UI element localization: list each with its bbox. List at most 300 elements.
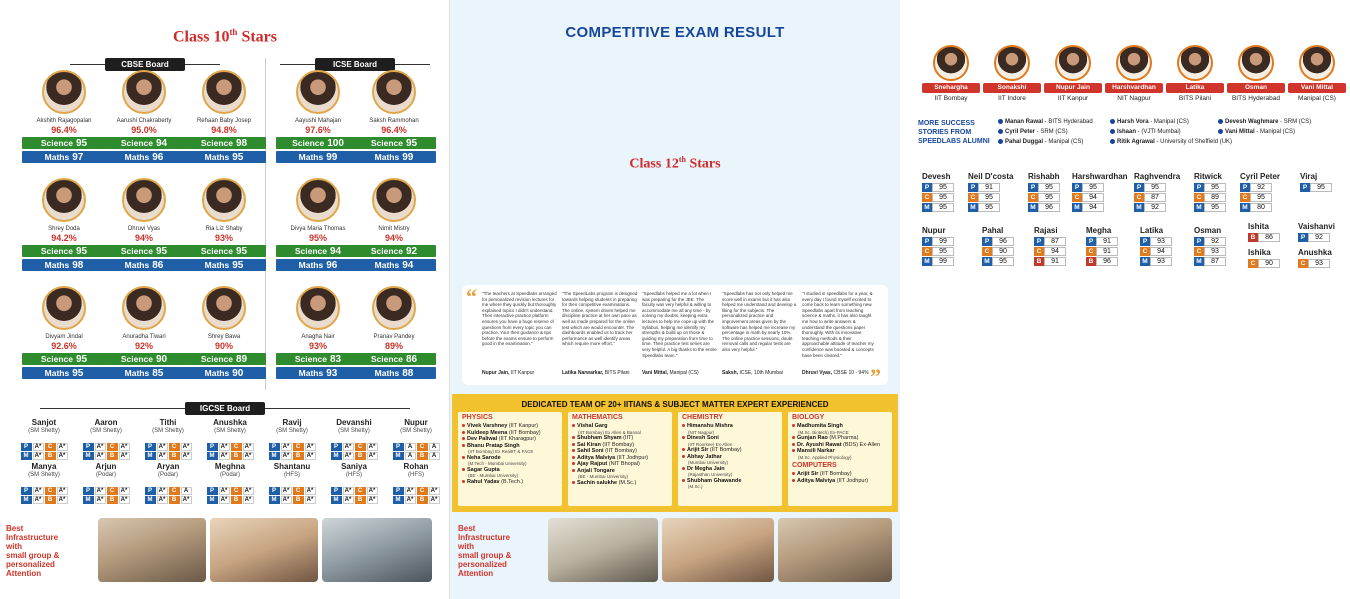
class12-name: Rishabh bbox=[1028, 172, 1060, 181]
open-quote-icon: “ bbox=[466, 284, 477, 309]
subject-score: 87 bbox=[1044, 237, 1066, 246]
class12-name: Rajasi bbox=[1034, 226, 1058, 235]
class12-name: Vaishanvi bbox=[1298, 222, 1335, 231]
alumni-institute: - (VJTI Mumbai) bbox=[1136, 129, 1181, 135]
alumni-item bbox=[998, 138, 1083, 146]
student-percentage: 93% bbox=[214, 233, 233, 243]
grade-cell: A* bbox=[181, 496, 192, 504]
student-photo bbox=[202, 286, 246, 330]
member-credential: (IIT Bombay) bbox=[600, 441, 635, 448]
member-name: Rahul Yadav bbox=[467, 478, 500, 485]
subject-score-row bbox=[1300, 183, 1348, 192]
competitive-topper bbox=[1101, 45, 1167, 103]
class12-student bbox=[1298, 248, 1346, 268]
bullet-icon bbox=[998, 129, 1003, 134]
member-detail: (BE - Mumbai University) bbox=[468, 473, 519, 478]
igcse-name: Saniya bbox=[341, 462, 367, 471]
bullet-icon bbox=[572, 443, 575, 446]
subject-key: P bbox=[1140, 237, 1150, 246]
grade-cell: A* bbox=[157, 443, 168, 451]
subject-score-row bbox=[968, 203, 1016, 212]
grade-cell: A bbox=[429, 443, 440, 451]
science-label: Science bbox=[370, 138, 403, 148]
subject-score: 90 bbox=[992, 247, 1014, 256]
science-score: 95 bbox=[76, 138, 88, 149]
grade-cell: A* bbox=[95, 496, 106, 504]
subject-score-row bbox=[1298, 259, 1346, 268]
subject-key: C bbox=[1194, 247, 1204, 256]
maths-score-bar bbox=[22, 367, 106, 379]
subject-score-row bbox=[1028, 183, 1076, 192]
member-name: Mansili Narkar bbox=[797, 448, 835, 454]
science-label: Science bbox=[294, 354, 327, 364]
igcse-name: Arjun bbox=[95, 462, 117, 471]
subject-score: 95 bbox=[932, 203, 954, 212]
igcse-name: Ravij bbox=[282, 418, 302, 427]
grade-cell: A bbox=[181, 487, 192, 495]
member-detail: (IIT Roorkee) Ex-Allen bbox=[688, 441, 733, 447]
grade-cell: M bbox=[331, 496, 342, 504]
student-card bbox=[20, 286, 108, 379]
topper-photo bbox=[1299, 45, 1335, 81]
bullet-icon bbox=[792, 443, 795, 446]
grade-cell: A* bbox=[219, 487, 230, 495]
grade-cell: A* bbox=[57, 452, 68, 460]
grade-cell: A* bbox=[405, 496, 416, 504]
infra-caption-left: Best Infrastructure with small group & personalized Attention bbox=[6, 524, 60, 578]
alumni-item bbox=[1218, 118, 1311, 126]
subject-score: 92 bbox=[1204, 237, 1226, 246]
close-quote-icon: ” bbox=[870, 364, 881, 389]
student-name: Shrey Doda bbox=[48, 226, 80, 232]
team-member bbox=[678, 423, 782, 435]
student-card bbox=[180, 178, 268, 271]
subject-key: P bbox=[1034, 237, 1044, 246]
igcse-school: (SM Shetty) bbox=[276, 428, 308, 434]
student-photo bbox=[296, 178, 340, 222]
science-score: 83 bbox=[330, 354, 342, 365]
science-score-bar bbox=[352, 353, 436, 365]
bullet-icon bbox=[462, 424, 465, 427]
member-credential: (IIT Kharagpur) bbox=[497, 436, 537, 442]
bullet-icon bbox=[682, 467, 685, 470]
bullet-icon bbox=[572, 462, 575, 465]
student-photo bbox=[372, 70, 416, 114]
alumni-name: Harsh Vora bbox=[1117, 119, 1149, 125]
alumni-institute: - Manipal (CS) bbox=[1148, 119, 1189, 125]
maths-score-bar bbox=[276, 367, 360, 379]
member-detail: (NIT Nagpur) bbox=[688, 429, 715, 435]
science-label: Science bbox=[200, 138, 233, 148]
igcse-student bbox=[200, 418, 260, 460]
maths-score-bar bbox=[352, 259, 436, 271]
grade-cell: A* bbox=[429, 487, 440, 495]
grade-cell: B bbox=[107, 452, 118, 460]
subject-key: M bbox=[982, 257, 992, 266]
subject-key: P bbox=[968, 183, 978, 192]
grade-cell: A* bbox=[157, 487, 168, 495]
igcse-school: (Podar) bbox=[95, 472, 116, 478]
team-member bbox=[458, 443, 562, 455]
subject-score: 89 bbox=[1204, 193, 1226, 202]
grade-cell: C bbox=[417, 487, 428, 495]
class12-student bbox=[1300, 172, 1348, 192]
class12-name: Nupur bbox=[922, 226, 946, 235]
subject-score-row bbox=[1194, 193, 1242, 202]
subject-score-row bbox=[922, 193, 970, 202]
bullet-icon bbox=[792, 449, 795, 452]
student-name: Dhruvi Vyas bbox=[127, 226, 161, 232]
science-score-bar bbox=[22, 353, 106, 365]
subject-score-row bbox=[1034, 237, 1082, 246]
testimonial-author bbox=[562, 370, 638, 376]
subject-score-row bbox=[1072, 183, 1120, 192]
alumni-name: Manan Rawal bbox=[1005, 119, 1044, 125]
subject-key: M bbox=[1134, 203, 1144, 212]
topper-photo bbox=[1177, 45, 1213, 81]
grade-cell: A* bbox=[343, 452, 354, 460]
subject-score: 95 bbox=[1204, 203, 1226, 212]
igcse-student bbox=[262, 418, 322, 460]
class12-student bbox=[968, 172, 1016, 212]
subject-score: 96 bbox=[992, 237, 1014, 246]
grade-cell: A* bbox=[367, 452, 378, 460]
student-card bbox=[274, 70, 362, 163]
grade-cell: M bbox=[269, 452, 280, 460]
igcse-name: Shantanu bbox=[273, 462, 311, 471]
subject-score: 91 bbox=[978, 183, 1000, 192]
grade-cell: A* bbox=[243, 452, 254, 460]
igcse-grades bbox=[207, 443, 254, 460]
bullet-icon bbox=[1218, 119, 1223, 124]
subject-key: C bbox=[1194, 193, 1204, 202]
class12-name: Viraj bbox=[1300, 172, 1318, 181]
topper-college: Manipal (CS) bbox=[1298, 95, 1336, 102]
student-percentage: 93% bbox=[308, 341, 327, 351]
bullet-icon bbox=[462, 437, 465, 440]
class12-student bbox=[922, 226, 970, 266]
testimonial-text: "Speedlabs has not only helped me score well in exams but it has also helped me understand and develop a liking for the subjects. The personalized practice and improvement areas given by the software has helped me increase my percentage in math by nearly 10%. The online practice sessions, doubt removal calls and regular tests are also very helpful." bbox=[722, 291, 797, 352]
grade-cell: A* bbox=[157, 452, 168, 460]
member-name: Vishal Garg bbox=[577, 423, 608, 429]
student-percentage: 89% bbox=[384, 341, 403, 351]
science-label: Science bbox=[294, 246, 327, 256]
science-label: Science bbox=[120, 246, 153, 256]
member-credential: (M.Pharma) bbox=[827, 435, 859, 441]
science-score-bar bbox=[102, 245, 186, 257]
grade-cell: A* bbox=[181, 443, 192, 451]
subject-score-row bbox=[1194, 237, 1242, 246]
maths-score: 96 bbox=[326, 260, 338, 271]
class12-name: Anushka bbox=[1298, 248, 1332, 257]
igcse-student bbox=[262, 462, 322, 504]
science-label: Science bbox=[200, 246, 233, 256]
grade-cell: A* bbox=[219, 452, 230, 460]
member-credential: (IIT Jodhpur) bbox=[835, 477, 869, 484]
class12-name: Ishika bbox=[1248, 248, 1271, 257]
topper-college: BITS Hyderabad bbox=[1231, 95, 1281, 102]
alumni-institute: - Manipal (CS) bbox=[1043, 139, 1084, 145]
subject-score-row bbox=[1072, 203, 1120, 212]
subject-score-row bbox=[922, 247, 970, 256]
maths-score: 86 bbox=[152, 260, 164, 271]
maths-score-bar bbox=[182, 151, 266, 163]
igcse-student bbox=[386, 418, 446, 460]
alumni-institute: - SRM (CS) bbox=[1278, 119, 1312, 125]
maths-score-bar bbox=[102, 151, 186, 163]
class12-student bbox=[1072, 172, 1128, 212]
student-percentage: 94.2% bbox=[51, 233, 77, 243]
grade-cell: A* bbox=[33, 443, 44, 451]
student-card bbox=[20, 178, 108, 271]
member-credential: (IIT Bombay) bbox=[603, 448, 637, 454]
igcse-school: (SM Shetty) bbox=[400, 428, 432, 434]
maths-score-bar bbox=[352, 367, 436, 379]
student-name: Anagha Nair bbox=[301, 334, 335, 340]
subject-score: 90 bbox=[1258, 259, 1280, 268]
subject-key: P bbox=[1300, 183, 1310, 192]
class12-student bbox=[1086, 226, 1134, 266]
grade-cell: B bbox=[355, 496, 366, 504]
alumni-name: Cyril Peter bbox=[1005, 129, 1036, 135]
subject-score: 91 bbox=[1096, 237, 1118, 246]
student-percentage: 94% bbox=[384, 233, 403, 243]
team-member bbox=[458, 455, 562, 467]
team-column bbox=[788, 412, 892, 506]
author-meta: IIT Kanpur bbox=[509, 370, 535, 376]
member-credential: (B.Tech.) bbox=[499, 478, 524, 485]
maths-label: Maths bbox=[298, 368, 324, 378]
igcse-school: (SM Shetty) bbox=[152, 428, 184, 434]
class12-name: Harshwardhan bbox=[1072, 172, 1128, 181]
maths-score: 85 bbox=[152, 368, 164, 379]
member-name: Sai Kiran bbox=[577, 441, 601, 448]
grade-cell: A* bbox=[119, 443, 130, 451]
subject-score: 86 bbox=[1258, 233, 1280, 242]
member-credential: (IIT Bombay) bbox=[818, 471, 852, 477]
grade-cell: A* bbox=[429, 496, 440, 504]
classroom-photo-1 bbox=[98, 518, 206, 582]
class12-student bbox=[1194, 172, 1242, 212]
student-name: Saksh Rammohan bbox=[369, 118, 419, 124]
subject-score-row bbox=[922, 183, 970, 192]
science-score-bar bbox=[22, 245, 106, 257]
team-member bbox=[678, 435, 782, 447]
grade-cell: C bbox=[293, 487, 304, 495]
subject-score: 95 bbox=[1038, 183, 1060, 192]
student-percentage: 90% bbox=[214, 341, 233, 351]
member-name: Dr Megha Jain bbox=[687, 465, 725, 472]
grade-cell: A* bbox=[243, 443, 254, 451]
subject-key: M bbox=[922, 203, 932, 212]
student-name: Aarushi Chakraberty bbox=[116, 118, 172, 124]
igcse-grades bbox=[83, 443, 130, 460]
alumni-name: Ritik Agrawal bbox=[1117, 139, 1155, 145]
grade-cell: M bbox=[207, 496, 218, 504]
student-photo bbox=[42, 178, 86, 222]
author-name: Latika Narwarkar, bbox=[562, 370, 604, 376]
grade-cell: A* bbox=[57, 496, 68, 504]
testimonial-text: "The teachers at Speedlabs arranged for personalized revision lectures for me where they quickly but thoroughly explained topics I didn't understand. Their interactive practice platform ensures you have a huge reserve of questions from every topic you can practice. Your their guidance & tips before the exams ensure to perform good in the examination." bbox=[482, 291, 557, 347]
student-name: Divya Maria Thomas bbox=[290, 226, 346, 232]
topper-photo bbox=[994, 45, 1030, 81]
student-photo bbox=[42, 70, 86, 114]
grade-cell: M bbox=[269, 496, 280, 504]
topper-college: BITS Pilani bbox=[1178, 95, 1212, 102]
member-name: Arijit Sir bbox=[797, 471, 819, 477]
subject-score: 92 bbox=[1250, 183, 1272, 192]
topper-photo bbox=[933, 45, 969, 81]
student-photo bbox=[122, 286, 166, 330]
team-member bbox=[458, 479, 562, 486]
subject-key: M bbox=[1140, 257, 1150, 266]
member-name: Sagar Gupta bbox=[467, 466, 500, 473]
team-member bbox=[788, 423, 892, 435]
science-label: Science bbox=[370, 354, 403, 364]
student-card bbox=[100, 286, 188, 379]
student-name: Anuradha Tiwari bbox=[122, 334, 166, 340]
science-score-bar bbox=[276, 353, 360, 365]
member-credential: (IIT) bbox=[621, 435, 634, 441]
maths-label: Maths bbox=[124, 368, 150, 378]
maths-score: 95 bbox=[232, 260, 244, 271]
grade-cell: A* bbox=[119, 496, 130, 504]
science-label: Science bbox=[292, 138, 325, 148]
science-score: 95 bbox=[406, 138, 418, 149]
science-score-bar bbox=[352, 245, 436, 257]
alumni-item bbox=[1110, 118, 1189, 126]
igcse-school: (HFS) bbox=[284, 472, 300, 478]
grade-cell: B bbox=[45, 496, 56, 504]
testimonial-author bbox=[642, 370, 718, 376]
team-subject-heading: MATHEMATICS bbox=[572, 414, 623, 421]
team-column bbox=[678, 412, 782, 506]
igcse-student bbox=[76, 418, 136, 460]
maths-score: 93 bbox=[326, 368, 338, 379]
bullet-icon bbox=[572, 469, 575, 472]
bullet-icon bbox=[682, 455, 685, 458]
subject-score-row bbox=[1298, 233, 1346, 242]
science-score: 100 bbox=[327, 138, 344, 149]
grade-cell: A* bbox=[405, 487, 416, 495]
subject-key: M bbox=[1194, 203, 1204, 212]
science-label: Science bbox=[370, 246, 403, 256]
subject-score-row bbox=[1028, 203, 1076, 212]
maths-label: Maths bbox=[374, 368, 400, 378]
maths-label: Maths bbox=[204, 368, 230, 378]
subject-score-row bbox=[1134, 203, 1182, 212]
grade-cell: A* bbox=[95, 452, 106, 460]
subject-key: P bbox=[1298, 233, 1308, 242]
grade-cell: P bbox=[21, 443, 32, 451]
student-percentage: 95.0% bbox=[131, 125, 157, 135]
class12-student bbox=[1140, 226, 1188, 266]
competitive-topper bbox=[1162, 45, 1228, 103]
testimonial-author bbox=[482, 370, 558, 376]
subject-score-row bbox=[982, 247, 1030, 256]
grade-cell: P bbox=[331, 487, 342, 495]
class12-student bbox=[1240, 172, 1288, 212]
maths-score: 99 bbox=[326, 152, 338, 163]
grade-cell: A* bbox=[57, 487, 68, 495]
student-percentage: 92.6% bbox=[51, 341, 77, 351]
topper-photo bbox=[1055, 45, 1091, 81]
science-score-bar bbox=[182, 353, 266, 365]
grade-cell: A* bbox=[33, 487, 44, 495]
class12-name: Raghvendra bbox=[1134, 172, 1181, 181]
maths-score-bar bbox=[276, 259, 360, 271]
team-subject-heading: BIOLOGY bbox=[792, 414, 825, 421]
icse-board-label: ICSE Board bbox=[315, 58, 395, 71]
bullet-icon bbox=[572, 481, 575, 484]
topper-college: IIT Kanpur bbox=[1057, 95, 1089, 102]
igcse-school: (HFS) bbox=[346, 472, 362, 478]
science-score: 90 bbox=[156, 354, 168, 365]
grade-cell: A* bbox=[367, 443, 378, 451]
science-score-bar bbox=[352, 137, 436, 149]
subject-score-row bbox=[922, 203, 970, 212]
igcse-grades bbox=[269, 487, 316, 504]
igcse-name: Tithi bbox=[159, 418, 177, 427]
maths-score: 88 bbox=[402, 368, 414, 379]
subject-key: P bbox=[1028, 183, 1038, 192]
maths-score: 99 bbox=[402, 152, 414, 163]
alumni-institute: - University of Sheffield (UK) bbox=[1154, 139, 1233, 145]
bullet-icon bbox=[998, 119, 1003, 124]
subject-score: 95 bbox=[1204, 183, 1226, 192]
bullet-icon bbox=[462, 456, 465, 459]
subject-score: 95 bbox=[1310, 183, 1332, 192]
subject-key: C bbox=[1072, 193, 1082, 202]
igcse-grades bbox=[207, 487, 254, 504]
igcse-school: (SM Shetty) bbox=[214, 428, 246, 434]
science-score: 92 bbox=[406, 246, 418, 257]
bullet-icon bbox=[572, 456, 575, 459]
class12-name: Neil D'costa bbox=[968, 172, 1014, 181]
grade-cell: M bbox=[393, 496, 404, 504]
class12-student bbox=[1028, 172, 1076, 212]
maths-score-bar bbox=[102, 367, 186, 379]
class12-student bbox=[922, 172, 970, 212]
topper-name: Osman bbox=[1227, 83, 1285, 93]
grade-cell: B bbox=[107, 496, 118, 504]
grade-cell: A* bbox=[33, 452, 44, 460]
maths-score-bar bbox=[102, 259, 186, 271]
igcse-name: Devanshi bbox=[336, 418, 372, 427]
science-score: 94 bbox=[330, 246, 342, 257]
member-detail: (IIT Bombay) Ex Allen & Bansal bbox=[578, 429, 641, 435]
subject-score: 95 bbox=[978, 203, 1000, 212]
igcse-name: Aryan bbox=[156, 462, 180, 471]
subject-key: M bbox=[1028, 203, 1038, 212]
science-label: Science bbox=[40, 354, 73, 364]
bullet-icon bbox=[572, 436, 575, 439]
grade-cell: A* bbox=[281, 452, 292, 460]
competitive-exam-title: COMPETITIVE EXAM RESULT bbox=[565, 24, 785, 41]
grade-cell: A* bbox=[367, 496, 378, 504]
competitive-topper bbox=[1040, 45, 1106, 103]
igcse-grades bbox=[21, 443, 68, 460]
subject-key: C bbox=[1028, 193, 1038, 202]
student-photo bbox=[202, 178, 246, 222]
team-subject-heading: PHYSICS bbox=[462, 414, 493, 421]
igcse-student bbox=[386, 462, 446, 504]
subject-key: B bbox=[1034, 257, 1044, 266]
grade-cell: P bbox=[145, 487, 156, 495]
topper-name: Latika bbox=[1166, 83, 1224, 93]
maths-label: Maths bbox=[44, 368, 70, 378]
grade-cell: A* bbox=[57, 443, 68, 451]
